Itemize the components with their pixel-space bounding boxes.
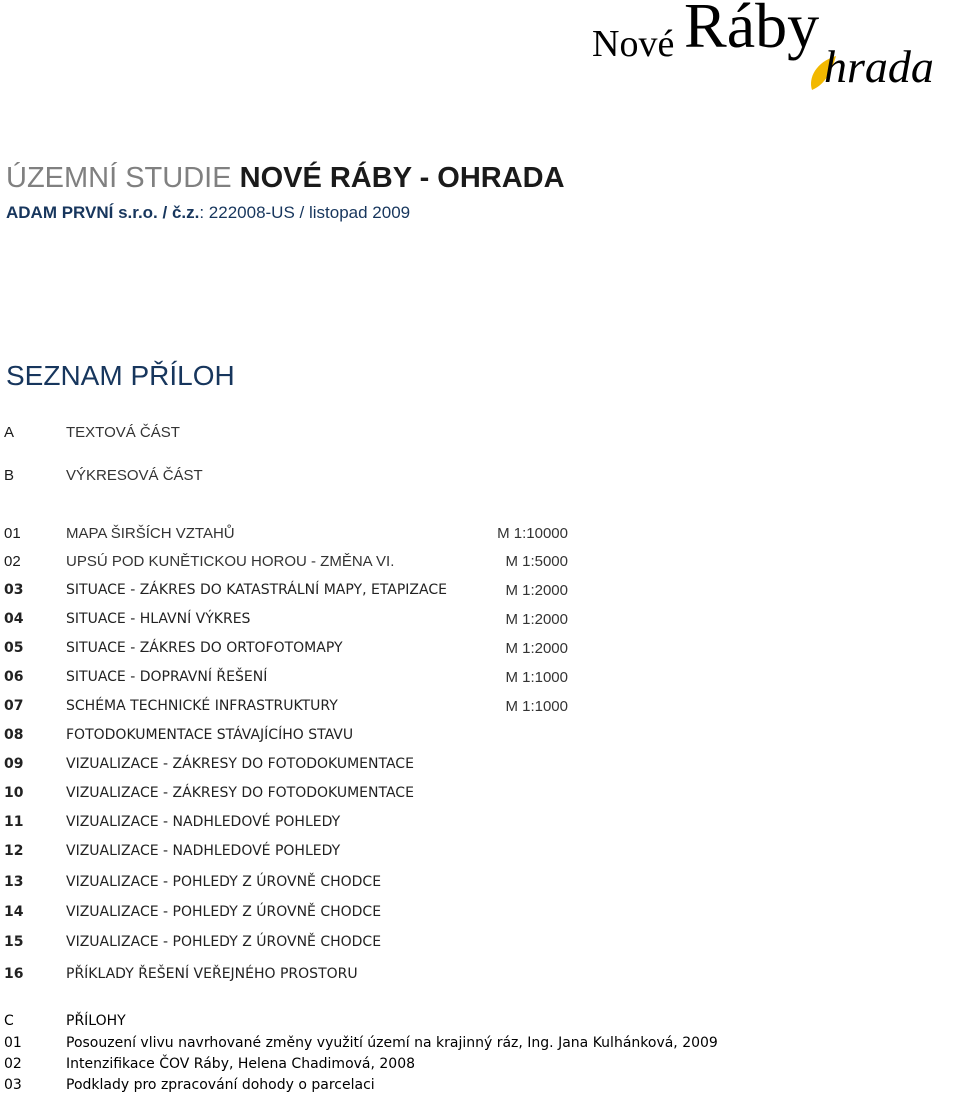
- drawing-scale: M 1:10000: [497, 525, 568, 542]
- appendix-item-label: Posouzení vlivu navrhované změny využití území na krajinný ráz, Ing. Jana Kulhánková, 2009: [66, 1035, 718, 1051]
- drawing-row: [0, 785, 960, 809]
- drawing-label: PŘÍKLADY ŘEŠENÍ VEŘEJNÉHO PROSTORU: [66, 966, 358, 982]
- drawing-row: [0, 525, 960, 549]
- drawing-row: [0, 934, 960, 958]
- drawing-row: [0, 874, 960, 898]
- drawing-row: [0, 582, 960, 606]
- drawing-number: 02: [4, 553, 21, 570]
- drawing-number: 13: [4, 874, 24, 890]
- section-row: [0, 424, 960, 448]
- document-title: [6, 162, 565, 195]
- appendix-row: [0, 1077, 960, 1101]
- drawing-row: [0, 904, 960, 928]
- drawing-scale: M 1:2000: [505, 640, 568, 657]
- drawing-label: VIZUALIZACE - POHLEDY Z ÚROVNĚ CHODCE: [66, 934, 382, 950]
- appendix-number: 03: [4, 1077, 22, 1093]
- drawing-number: 04: [4, 611, 24, 627]
- appendix-number: 01: [4, 1035, 22, 1051]
- drawing-row: [0, 843, 960, 867]
- logo: [588, 0, 960, 96]
- drawing-row: [0, 756, 960, 780]
- drawing-label: VIZUALIZACE - ZÁKRESY DO FOTODOKUMENTACE: [66, 756, 414, 772]
- subtitle-reference: : 222008-US / listopad 2009: [199, 203, 411, 222]
- subtitle-company: ADAM PRVNÍ s.r.o. / č.z.: [6, 203, 200, 222]
- drawing-label: VIZUALIZACE - NADHLEDOVÉ POHLEDY: [66, 814, 341, 830]
- appendix-heading-row: [0, 1013, 960, 1037]
- drawing-row: [0, 611, 960, 635]
- appendix-item-label: Podklady pro zpracování dohody o parcelaci: [66, 1077, 375, 1093]
- drawing-row: [0, 553, 960, 577]
- appendix-label: PŘÍLOHY: [66, 1013, 126, 1029]
- logo-text-raby: Ráby: [684, 0, 820, 61]
- drawing-scale: M 1:2000: [505, 611, 568, 628]
- drawing-scale: M 1:1000: [505, 698, 568, 715]
- drawing-label: MAPA ŠIRŠÍCH VZTAHŮ: [66, 525, 235, 542]
- drawing-scale: M 1:5000: [505, 553, 568, 570]
- drawing-number: 09: [4, 756, 24, 772]
- drawing-label: UPSÚ POD KUNĚTICKOU HOROU - ZMĚNA VI.: [66, 553, 395, 570]
- logo-text-hrada: hrada: [824, 41, 934, 92]
- drawing-number: 06: [4, 669, 24, 685]
- drawing-label: SITUACE - ZÁKRES DO KATASTRÁLNÍ MAPY, ETAPIZACE: [66, 582, 447, 598]
- drawing-label: SITUACE - DOPRAVNÍ ŘEŠENÍ: [66, 669, 268, 685]
- drawing-label: SITUACE - ZÁKRES DO ORTOFOTOMAPY: [66, 640, 343, 656]
- drawing-label: FOTODOKUMENTACE STÁVAJÍCÍHO STAVU: [66, 727, 354, 743]
- title-part-name: NOVÉ RÁBY - OHRADA: [239, 162, 565, 194]
- appendix-letter: C: [4, 1013, 14, 1029]
- drawing-label: VIZUALIZACE - POHLEDY Z ÚROVNĚ CHODCE: [66, 904, 382, 920]
- drawing-number: 14: [4, 904, 24, 920]
- document-subtitle: [6, 203, 410, 223]
- drawing-number: 12: [4, 843, 24, 859]
- logo-text-nove: Nové: [592, 23, 675, 65]
- drawing-number: 03: [4, 582, 24, 598]
- section-row: [0, 467, 960, 491]
- section-letter: B: [4, 467, 15, 484]
- drawing-row: [0, 727, 960, 751]
- drawing-label: VIZUALIZACE - ZÁKRESY DO FOTODOKUMENTACE: [66, 785, 414, 801]
- section-letter: A: [4, 424, 15, 441]
- drawing-number: 01: [4, 525, 21, 542]
- drawing-number: 05: [4, 640, 24, 656]
- appendix-number: 02: [4, 1056, 22, 1072]
- title-part-study: ÚZEMNÍ STUDIE: [6, 162, 240, 194]
- section-label: VÝKRESOVÁ ČÁST: [66, 467, 203, 484]
- drawing-scale: M 1:2000: [505, 582, 568, 599]
- drawing-number: 08: [4, 727, 24, 743]
- list-heading: SEZNAM PŘÍLOH: [6, 360, 235, 391]
- drawing-row: [0, 669, 960, 693]
- drawing-row: [0, 698, 960, 722]
- drawing-number: 07: [4, 698, 24, 714]
- drawing-number: 10: [4, 785, 24, 801]
- drawing-scale: M 1:1000: [505, 669, 568, 686]
- drawing-row: [0, 966, 960, 990]
- drawing-row: [0, 640, 960, 664]
- drawing-label: VIZUALIZACE - POHLEDY Z ÚROVNĚ CHODCE: [66, 874, 382, 890]
- section-label: TEXTOVÁ ČÁST: [66, 424, 180, 441]
- drawing-number: 11: [4, 814, 24, 830]
- drawing-label: SITUACE - HLAVNÍ VÝKRES: [66, 611, 251, 627]
- drawing-row: [0, 814, 960, 838]
- appendix-item-label: Intenzifikace ČOV Ráby, Helena Chadimová, 2008: [66, 1056, 416, 1072]
- drawing-label: VIZUALIZACE - NADHLEDOVÉ POHLEDY: [66, 843, 341, 859]
- drawing-number: 15: [4, 934, 24, 950]
- drawing-number: 16: [4, 966, 24, 982]
- drawing-label: SCHÉMA TECHNICKÉ INFRASTRUKTURY: [66, 698, 338, 714]
